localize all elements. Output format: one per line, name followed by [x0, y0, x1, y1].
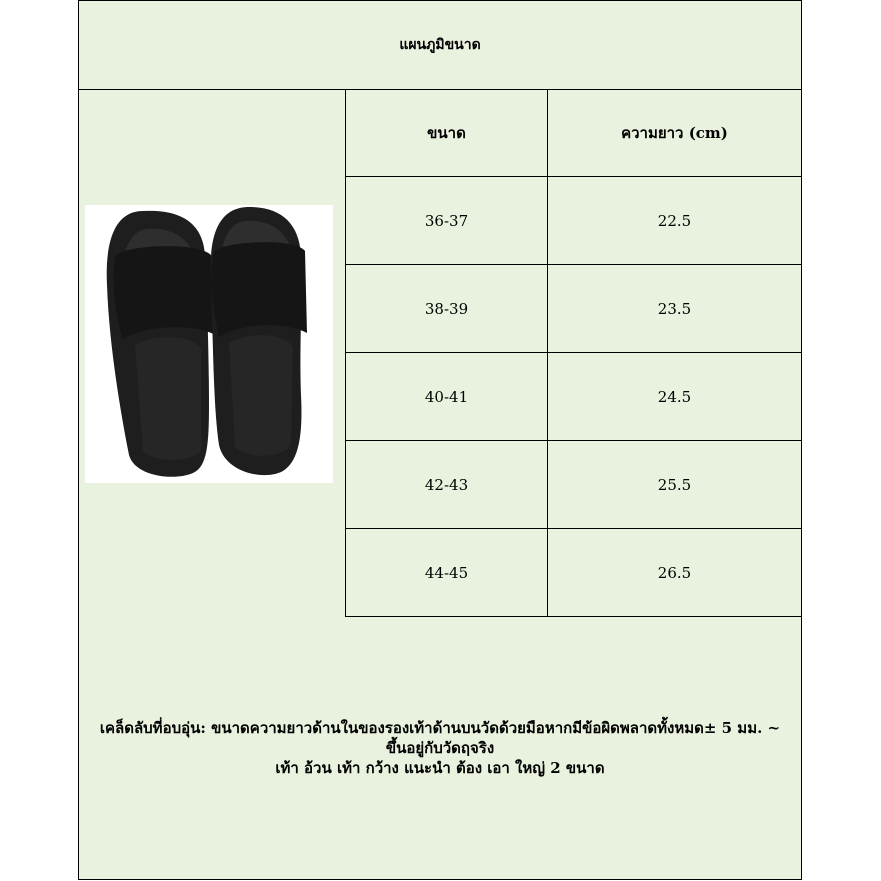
size-cell: 40-41: [346, 353, 548, 440]
product-image-cell: [79, 89, 346, 617]
length-cell: 24.5: [657, 387, 692, 406]
left-slipper-footbed: [135, 337, 201, 460]
header-size: ขนาด: [346, 89, 548, 176]
table-row: [346, 353, 801, 441]
size-cell: 36-37: [346, 177, 548, 264]
left-slipper-strap: [113, 246, 215, 339]
length-cell: 25.5: [657, 475, 692, 494]
length-cell: 26.5: [657, 563, 692, 582]
tip-line-3: เท้า อ้วน เท้า กว้าง แนะนำ ต้อง เอา ใหญ่ 2 ขนาด: [275, 759, 605, 777]
table-row: [346, 177, 801, 265]
length-cell: 23.5: [657, 299, 692, 318]
table-header-row: [346, 89, 801, 177]
size-chart-sheet: [78, 0, 802, 880]
tip-line-2: ขึ้นอยู่กับวัดฤจริง: [385, 739, 495, 757]
chart-title: แผนภูมิขนาด: [79, 1, 801, 90]
header-length: ความยาว (cm): [621, 123, 728, 142]
table-row: [346, 529, 801, 617]
size-table: [346, 89, 801, 617]
tip-line-1: เคล็ดลับที่อบอุ่น: ขนาดความยาวด้านในของรองเท้าด้านบนวัดด้วยมือหากมีข้อผิดพลาดทั้งหมด± 5 มม. ~: [99, 719, 781, 737]
sizing-tip: [79, 617, 801, 879]
size-cell: 42-43: [346, 441, 548, 528]
length-cell: 22.5: [657, 211, 692, 230]
right-slipper-footbed: [229, 335, 293, 456]
sizing-tip-text: [84, 718, 796, 778]
right-slipper-strap: [211, 242, 307, 337]
slipper-pair-illustration: [85, 205, 333, 483]
table-row: [346, 265, 801, 353]
table-row: [346, 441, 801, 529]
size-cell: 44-45: [346, 529, 548, 616]
slipper-product-image: [85, 205, 333, 483]
size-cell: 38-39: [346, 265, 548, 352]
